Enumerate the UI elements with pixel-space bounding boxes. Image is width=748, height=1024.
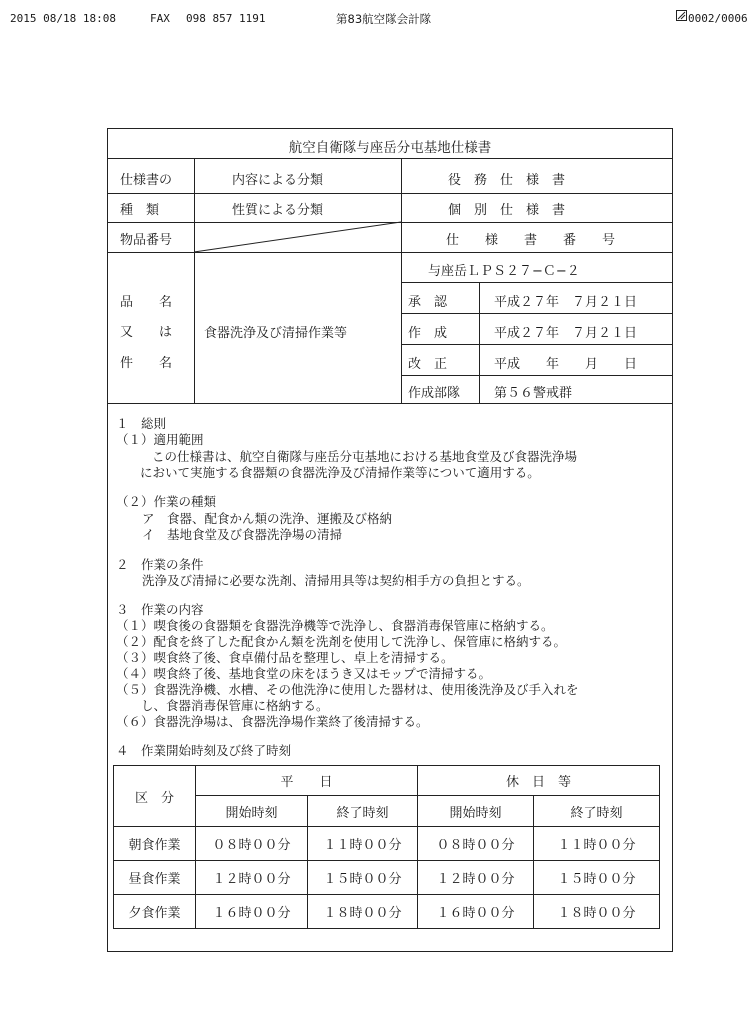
holiday-end-header: 終了時刻: [534, 796, 660, 827]
page-title: 航空自衛隊与座岳分屯基地仕様書: [288, 140, 492, 156]
created-label: 作 成: [408, 326, 448, 341]
cell: １１時００分: [308, 827, 418, 861]
cell: １６時００分: [418, 895, 534, 929]
fax-number: 098 857 1191: [186, 12, 266, 25]
item-number-label: 物品番号: [120, 233, 173, 248]
section-1-2-i: イ 基地食堂及び食器洗浄場の清掃: [142, 527, 343, 542]
section-4-title: ４ 作業開始時刻及び終了時刻: [116, 743, 292, 758]
spec-number-value: 与座岳ＬＰＳ２７−Ｃ−２: [428, 264, 580, 279]
fax-sender: 第83航空隊会計隊: [336, 12, 432, 26]
revised-value: 平成 年 月 日: [494, 357, 638, 372]
created-value: 平成２７年 ７月２１日: [494, 326, 638, 341]
fax-label: FAX: [150, 12, 170, 25]
section-3-item: （４）喫食終了後、基地食堂の床をほうき又はモップで清掃する。: [116, 666, 492, 681]
by-nature-label: 性質による分類: [232, 203, 324, 218]
cell: １６時００分: [196, 895, 308, 929]
section-3-item: （２）配食を終了した配食かん類を洗剤を使用して洗浄し、保管庫に格納する。: [116, 634, 567, 649]
cell: １５時００分: [308, 861, 418, 895]
section-2-title: ２ 作業の条件: [116, 557, 204, 572]
category-header: 区 分: [114, 766, 196, 827]
section-1-1-title: （１）適用範囲: [116, 432, 204, 447]
weekday-end-header: 終了時刻: [308, 796, 418, 827]
cell: ０８時００分: [418, 827, 534, 861]
fax-page-icon: [676, 10, 687, 21]
section-3-item: （３）喫食終了後、食卓備付品を整理し、卓上を清掃する。: [116, 650, 454, 665]
revised-label: 改 正: [408, 357, 448, 372]
holiday-start-header: 開始時刻: [418, 796, 534, 827]
unit-label: 作成部隊: [408, 386, 461, 401]
cell: １５時００分: [534, 861, 660, 895]
cell: １２時００分: [196, 861, 308, 895]
item-name-value: 食器洗浄及び清掃作業等: [204, 326, 348, 341]
holiday-header: 休 日 等: [418, 766, 660, 796]
content-value: 役 務 仕 様 書: [448, 173, 566, 188]
section-1-1-line1: この仕様書は、航空自衛隊与座岳分屯基地における基地食堂及び食器洗浄場: [152, 449, 578, 464]
by-content-label: 内容による分類: [232, 173, 324, 188]
spec-type-label-2: 種 類: [120, 203, 160, 218]
spec-number-label: 仕 様 書 番 号: [446, 233, 616, 248]
table-row: [114, 895, 660, 929]
item-name-label-1: 品 名: [120, 295, 173, 310]
approval-value: 平成２７年 ７月２１日: [494, 295, 638, 310]
nature-value: 個 別 仕 様 書: [448, 203, 566, 218]
section-2-text: 洗浄及び清掃に必要な洗剤、清掃用具等は契約相手方の負担とする。: [142, 573, 530, 588]
row-name: 朝食作業: [114, 827, 196, 861]
item-name-label-3: 件 名: [120, 356, 173, 371]
item-name-label-2: 又 は: [120, 325, 173, 340]
section-1-2-a: ア 食器、配食かん類の洗浄、運搬及び格納: [142, 511, 393, 526]
row-name: 夕食作業: [114, 895, 196, 929]
table-row: [114, 861, 660, 895]
section-3-item: （６）食器洗浄場は、食器洗浄場作業終了後清掃する。: [116, 714, 429, 729]
cell: １８時００分: [308, 895, 418, 929]
fax-date: 2015 08/18 18:08: [10, 12, 116, 25]
section-3-title: ３ 作業の内容: [116, 602, 204, 617]
approval-label: 承 認: [408, 295, 448, 310]
row-name: 昼食作業: [114, 861, 196, 895]
diagonal-slash: [194, 222, 401, 252]
weekday-start-header: 開始時刻: [196, 796, 308, 827]
cell: １２時００分: [418, 861, 534, 895]
unit-value: 第５６警戒群: [494, 386, 573, 401]
section-1-2-title: （２）作業の種類: [116, 494, 217, 509]
section-3-item: （１）喫食後の食器類を食器洗浄機等で洗浄し、食器消毒保管庫に格納する。: [116, 618, 554, 633]
section-3-item: し、食器消毒保管庫に格納する。: [116, 698, 329, 713]
fax-page: 0002/0006: [688, 12, 748, 25]
cell: １８時００分: [534, 895, 660, 929]
section-1-1-line2: において実施する食器類の食器洗浄及び清掃作業等について適用する。: [140, 465, 540, 480]
table-row: [114, 827, 660, 861]
spec-type-label-1: 仕様書の: [120, 173, 173, 188]
weekday-header: 平 日: [196, 766, 418, 796]
schedule-table: [113, 765, 660, 929]
section-1-title: １ 総則: [116, 416, 167, 431]
section-3-item: （５）食器洗浄機、水槽、その他洗浄に使用した器材は、使用後洗浄及び手入れを: [116, 682, 579, 697]
cell: ０８時００分: [196, 827, 308, 861]
cell: １１時００分: [534, 827, 660, 861]
